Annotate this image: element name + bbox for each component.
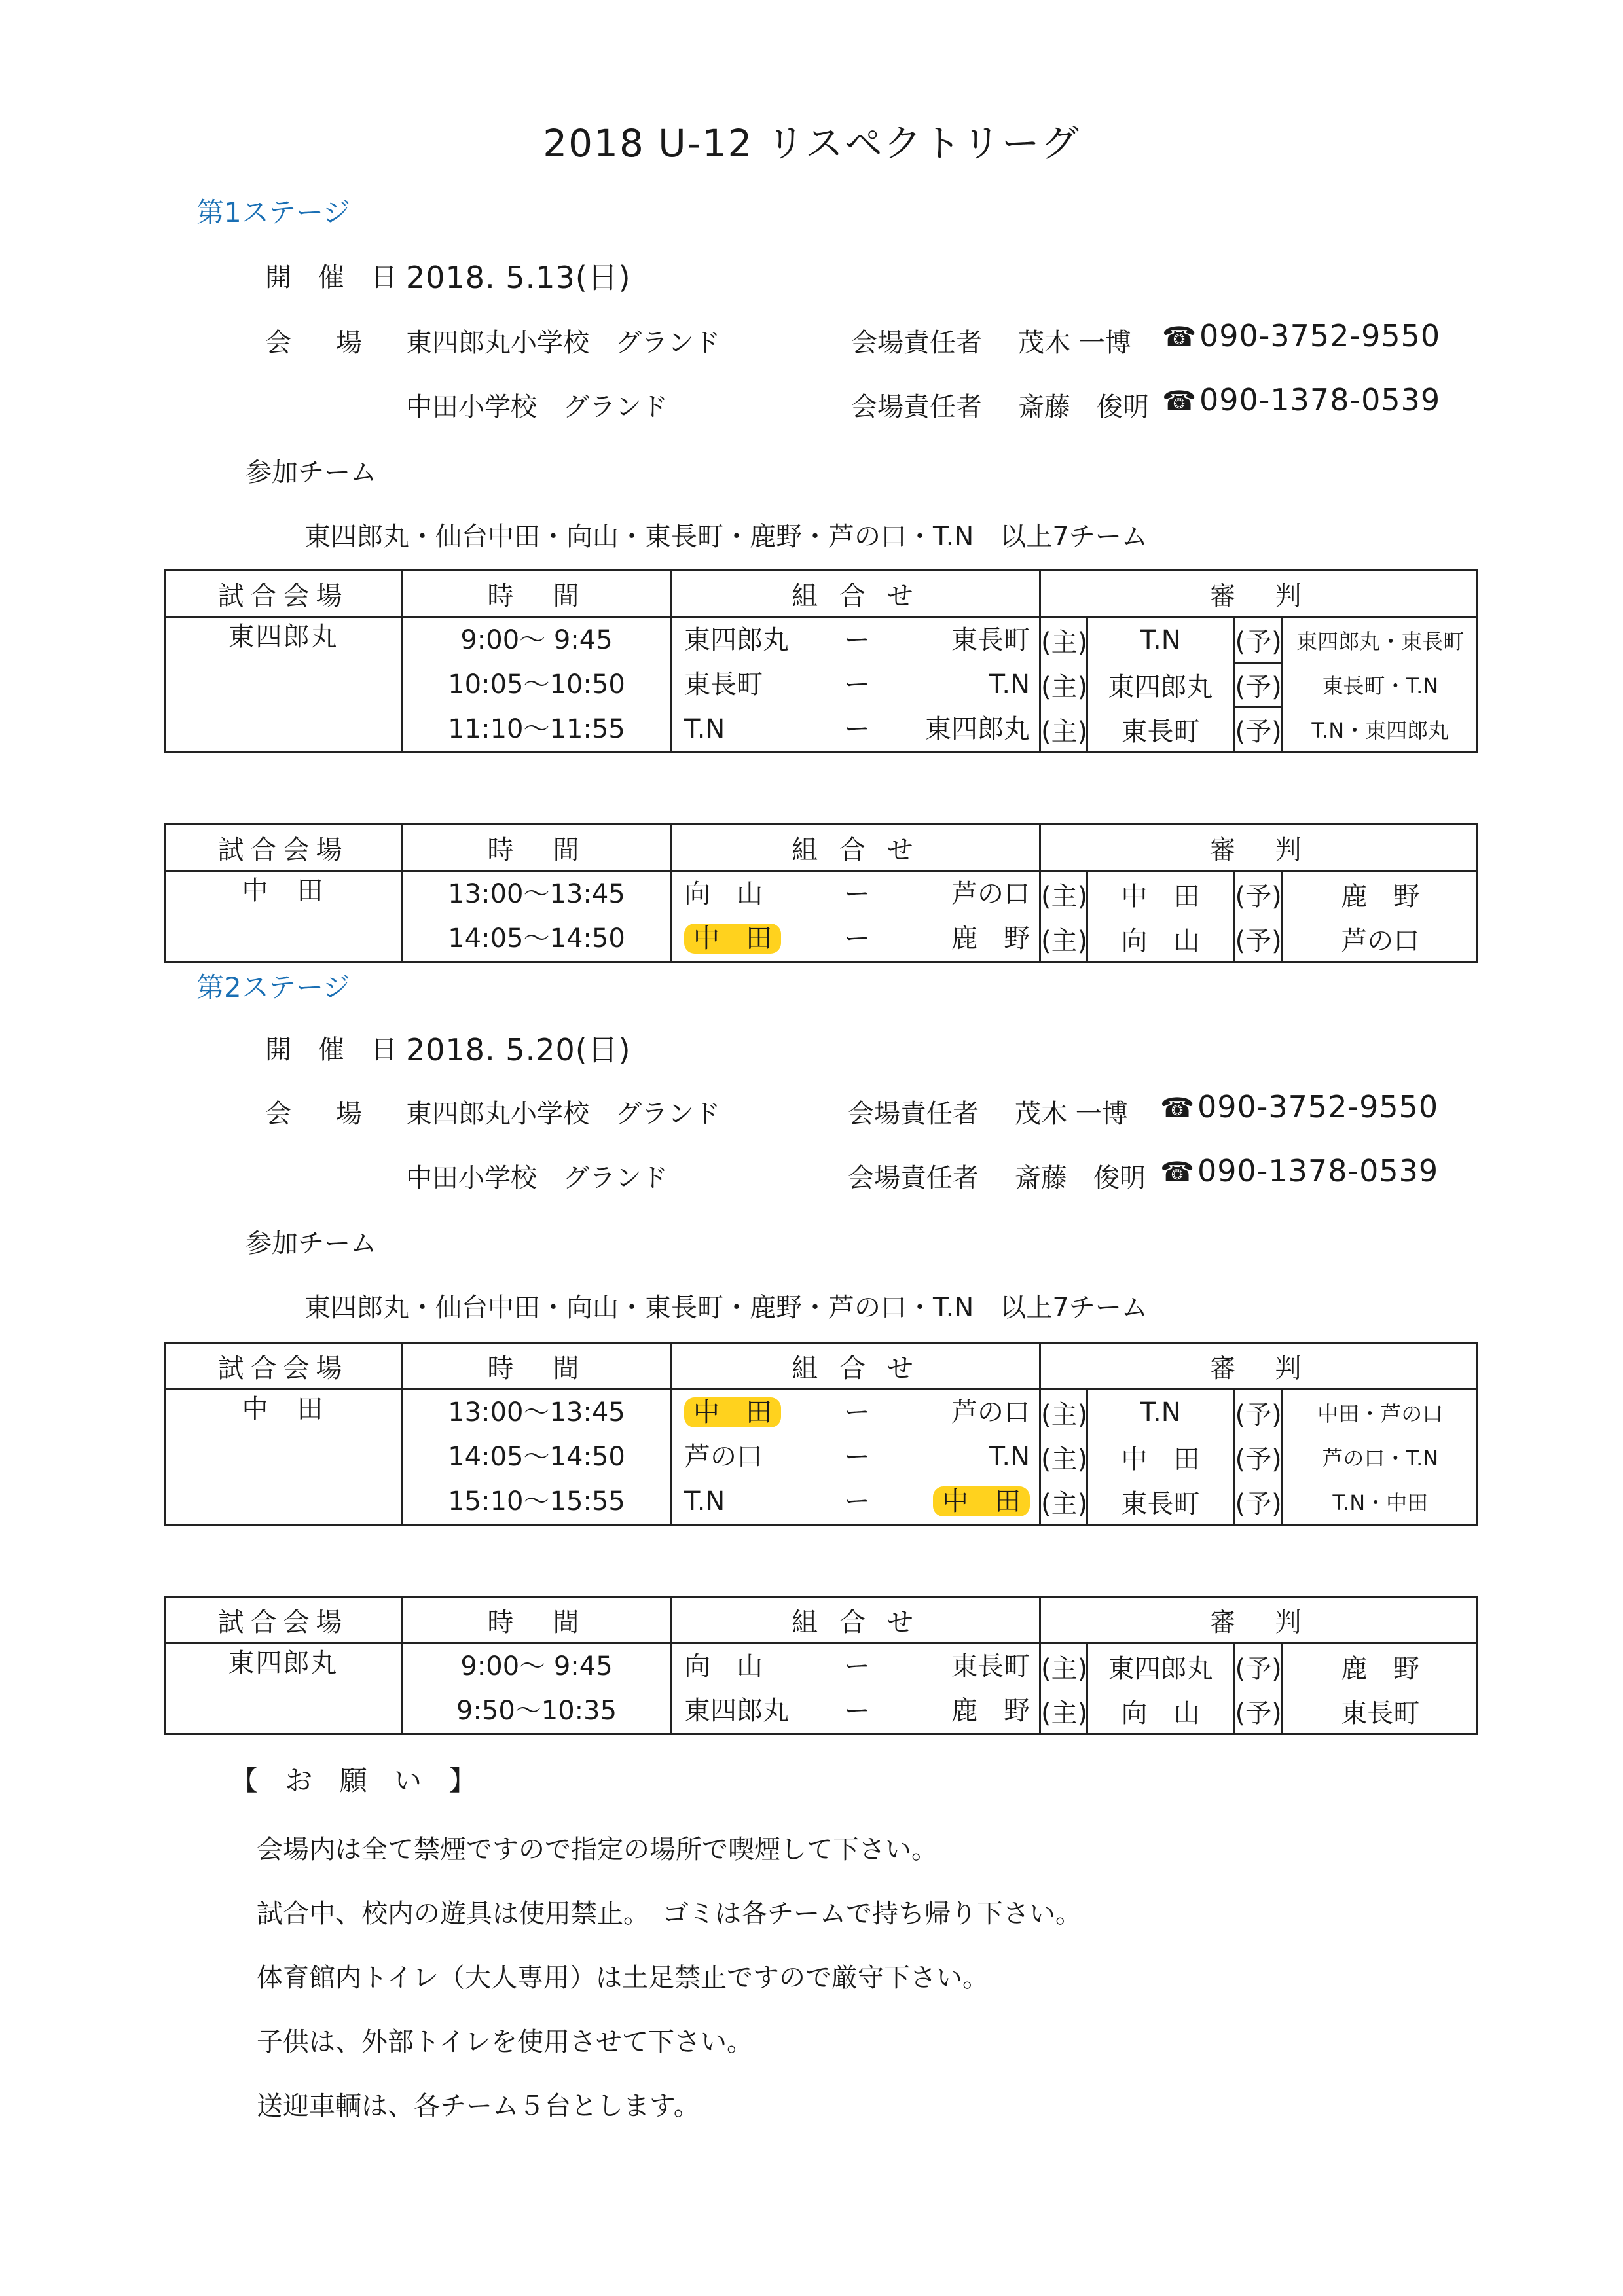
away-team: 鹿 野	[951, 924, 1030, 954]
stage1-venue-1-name: 東四郎丸小学校 グランド	[406, 328, 720, 358]
main-ref-mark: (主)	[1041, 1689, 1087, 1733]
match-cell	[672, 1390, 1040, 1525]
time-cell	[402, 617, 672, 753]
match-row	[672, 1390, 1039, 1435]
stage1-venue-2-manager: 斎藤 俊明	[1018, 392, 1149, 422]
away-team-wrap	[892, 1479, 1039, 1524]
phone-icon: ☎	[1162, 321, 1197, 353]
home-team: 東四郎丸	[684, 1696, 789, 1726]
match-cell	[672, 1643, 1040, 1734]
dash: ー	[844, 924, 870, 954]
stage1-venue-1-manager-label: 会場責任者	[851, 328, 982, 358]
main-ref-mark: (主)	[1041, 1479, 1087, 1524]
home-team-wrap	[672, 1390, 822, 1435]
main-ref-mark: (主)	[1041, 1390, 1087, 1435]
main-ref-mark: (主)	[1041, 1435, 1087, 1479]
match-time: 14:05～14:50	[448, 924, 625, 954]
stage2-venue-2-tel: 090-1378-0539	[1197, 1153, 1439, 1189]
request-item: 送迎車輌は、各チーム５台とします。	[257, 2091, 700, 2121]
referee-grid	[1041, 872, 1478, 961]
match-cell	[672, 617, 1040, 753]
main-referee: 東長町	[1087, 1479, 1234, 1524]
dash: ー	[844, 1397, 870, 1427]
header-time: 時 間	[402, 1343, 672, 1390]
stage2-venue-1-manager: 茂木 一博	[1015, 1099, 1128, 1129]
schedule-table-2	[164, 823, 1478, 963]
sub-referee: 鹿 野	[1341, 1653, 1420, 1684]
away-team: T.N	[989, 1442, 1030, 1472]
stage1-date: 2018. 5.13(日)	[406, 260, 631, 295]
away-team: T.N	[989, 670, 1030, 700]
match-time: 10:05～10:50	[448, 670, 625, 700]
main-ref-mark: (主)	[1041, 872, 1087, 916]
stage1-teams: 東四郎丸・仙台中田・向山・東長町・鹿野・芦の口・T.N 以上7チーム	[304, 522, 1148, 552]
main-ref-mark: (主)	[1041, 916, 1087, 961]
match-time: 9:00～ 9:45	[460, 1651, 613, 1681]
home-team-wrap	[672, 916, 822, 961]
stage1-teams-label: 参加チーム	[246, 457, 376, 488]
sub-referee: T.N・中田	[1332, 1490, 1429, 1515]
request-item: 会場内は全て禁煙ですので指定の場所で喫煙して下さい。	[257, 1835, 938, 1865]
referee-grid	[1041, 1644, 1478, 1733]
stage1-date-label: 開 催 日	[265, 262, 407, 293]
header-referee: 審 判	[1040, 1597, 1478, 1643]
stage2-date: 2018. 5.20(日)	[406, 1032, 631, 1067]
sub-referee: 鹿 野	[1341, 881, 1420, 912]
sub-ref-mark: (予)	[1234, 916, 1281, 961]
header-referee: 審 判	[1040, 1343, 1478, 1390]
stage2-venue-2-manager-label: 会場責任者	[848, 1163, 979, 1193]
request-item: 子供は、外部トイレを使用させて下さい。	[257, 2027, 753, 2057]
home-team: 東長町	[684, 670, 763, 700]
match-row	[672, 1479, 1039, 1524]
stage1-venue-label: 会 場	[265, 328, 371, 358]
phone-icon: ☎	[1160, 1092, 1195, 1124]
referee-grid	[1041, 618, 1478, 751]
referee-cell	[1040, 871, 1478, 962]
main-referee: 中 田	[1087, 1435, 1234, 1479]
sub-referee: 芦の口・T.N	[1322, 1446, 1439, 1471]
stage1-heading: 第1ステージ	[196, 196, 351, 228]
sub-ref-mark: (予)	[1234, 618, 1281, 662]
match-cell	[672, 871, 1040, 962]
match-row	[672, 872, 1039, 916]
sub-referee: 東長町	[1341, 1698, 1420, 1729]
match-time: 13:00～13:45	[448, 1397, 625, 1427]
away-team-highlighted: 中 田	[933, 1486, 1030, 1516]
main-referee: 中 田	[1087, 872, 1234, 916]
sub-referee: 芦の口	[1341, 925, 1420, 956]
request-item: 試合中、校内の遊具は使用禁止。 ゴミは各チームで持ち帰り下さい。	[257, 1899, 1082, 1929]
stage1-venue-1-tel: 090-3752-9550	[1199, 318, 1441, 353]
match-time: 14:05～14:50	[448, 1442, 625, 1472]
header-venue: 試合会場	[165, 825, 402, 871]
match-time: 9:00～ 9:45	[460, 625, 613, 655]
main-ref-mark: (主)	[1041, 662, 1087, 707]
away-team: 東長町	[951, 625, 1030, 655]
home-team: T.N	[684, 714, 725, 744]
main-referee: T.N	[1087, 1390, 1234, 1435]
main-referee: T.N	[1087, 618, 1234, 662]
header-venue: 試合会場	[165, 571, 402, 617]
home-team-highlighted: 中 田	[684, 1397, 781, 1427]
sub-ref-mark: (予)	[1234, 1435, 1281, 1479]
match-time: 13:00～13:45	[448, 879, 625, 909]
dash: ー	[844, 1442, 870, 1472]
main-ref-mark: (主)	[1041, 1644, 1087, 1689]
dash: ー	[844, 1486, 870, 1516]
main-referee: 東四郎丸	[1087, 1644, 1234, 1689]
sub-ref-mark: (予)	[1234, 1644, 1281, 1689]
phone-icon: ☎	[1160, 1156, 1195, 1188]
requests-heading: 【 お 願 い 】	[230, 1765, 486, 1797]
home-team: 芦の口	[684, 1442, 763, 1472]
phone-icon: ☎	[1162, 385, 1197, 417]
header-match: 組 合 せ	[672, 825, 1040, 871]
away-team: 芦の口	[951, 1397, 1030, 1427]
header-referee: 審 判	[1040, 571, 1478, 617]
stage2-teams: 東四郎丸・仙台中田・向山・東長町・鹿野・芦の口・T.N 以上7チーム	[304, 1293, 1148, 1323]
stage2-venue-2-manager: 斎藤 俊明	[1015, 1163, 1146, 1193]
sub-ref-mark: (予)	[1234, 707, 1281, 751]
match-time: 15:10～15:55	[448, 1486, 625, 1516]
time-cell	[402, 1643, 672, 1734]
header-venue: 試合会場	[165, 1597, 402, 1643]
schedule-table-1	[164, 569, 1478, 753]
dash: ー	[844, 1696, 870, 1726]
match-row	[672, 916, 1039, 961]
match-row	[672, 1644, 1039, 1689]
venue-cell: 中 田	[165, 871, 402, 962]
away-team: 鹿 野	[951, 1696, 1030, 1726]
header-referee: 審 判	[1040, 825, 1478, 871]
dash: ー	[844, 670, 870, 700]
sub-ref-mark: (予)	[1234, 1390, 1281, 1435]
home-team-highlighted: 中 田	[684, 924, 781, 954]
main-referee: 東長町	[1087, 707, 1234, 751]
stage2-heading: 第2ステージ	[196, 971, 351, 1003]
stage1-venue-2-name: 中田小学校 グランド	[406, 392, 668, 422]
main-ref-mark: (主)	[1041, 618, 1087, 662]
stage2-venue-1-tel: 090-3752-9550	[1197, 1089, 1439, 1124]
page-title: 2018 U-12 リスペクトリーグ	[543, 121, 1080, 166]
match-row	[672, 1435, 1039, 1479]
sub-referee: 東長町・T.N	[1322, 673, 1439, 698]
sub-ref-mark: (予)	[1234, 872, 1281, 916]
away-team: 芦の口	[951, 879, 1030, 909]
header-match: 組 合 せ	[672, 1597, 1040, 1643]
match-row	[672, 618, 1039, 662]
time-cell	[402, 1390, 672, 1525]
schedule-table-4	[164, 1596, 1478, 1735]
sub-referee: T.N・東四郎丸	[1311, 718, 1450, 743]
stage2-date-label: 開 催 日	[265, 1035, 407, 1065]
referee-grid	[1041, 1390, 1478, 1524]
home-team: 東四郎丸	[684, 625, 789, 655]
match-row	[672, 1689, 1039, 1733]
sub-ref-mark: (予)	[1234, 1689, 1281, 1733]
time-cell	[402, 871, 672, 962]
referee-cell	[1040, 1643, 1478, 1734]
main-referee: 向 山	[1087, 916, 1234, 961]
home-team: 向 山	[684, 879, 763, 909]
stage2-venue-2-name: 中田小学校 グランド	[406, 1163, 668, 1193]
header-match: 組 合 せ	[672, 1343, 1040, 1390]
sub-referee: 中田・芦の口	[1317, 1401, 1444, 1426]
dash: ー	[844, 879, 870, 909]
main-referee: 向 山	[1087, 1689, 1234, 1733]
stage2-teams-label: 参加チーム	[246, 1229, 376, 1259]
dash: ー	[844, 714, 870, 744]
match-row	[672, 662, 1039, 707]
stage2-venue-1-manager-label: 会場責任者	[848, 1099, 979, 1129]
home-team: T.N	[684, 1486, 725, 1516]
request-item: 体育館内トイレ（大人専用）は土足禁止ですので厳守下さい。	[257, 1963, 989, 1993]
home-team: 向 山	[684, 1651, 763, 1681]
header-time: 時 間	[402, 571, 672, 617]
stage2-venue-1-name: 東四郎丸小学校 グランド	[406, 1099, 720, 1129]
stage1-venue-2-manager-label: 会場責任者	[851, 392, 982, 422]
match-row	[672, 707, 1039, 751]
dash: ー	[844, 625, 870, 655]
stage1-venue-1-manager: 茂木 一博	[1018, 328, 1131, 358]
stage1-venue-2-tel: 090-1378-0539	[1199, 382, 1441, 418]
away-team: 東四郎丸	[925, 714, 1030, 744]
schedule-table-3	[164, 1342, 1478, 1526]
venue-cell: 中 田	[165, 1390, 402, 1525]
header-match: 組 合 せ	[672, 571, 1040, 617]
match-time: 9:50～10:35	[456, 1696, 617, 1726]
venue-cell: 東四郎丸	[165, 617, 402, 753]
main-referee: 東四郎丸	[1087, 662, 1234, 707]
match-time: 11:10～11:55	[448, 714, 625, 744]
sub-ref-mark: (予)	[1234, 662, 1281, 707]
referee-cell	[1040, 617, 1478, 753]
header-time: 時 間	[402, 825, 672, 871]
stage2-venue-label: 会 場	[265, 1099, 371, 1129]
sub-referee: 東四郎丸・東長町	[1296, 629, 1465, 654]
venue-cell: 東四郎丸	[165, 1643, 402, 1734]
referee-cell	[1040, 1390, 1478, 1525]
away-team: 東長町	[951, 1651, 1030, 1681]
header-time: 時 間	[402, 1597, 672, 1643]
sub-ref-mark: (予)	[1234, 1479, 1281, 1524]
dash: ー	[844, 1651, 870, 1681]
main-ref-mark: (主)	[1041, 707, 1087, 751]
header-venue: 試合会場	[165, 1343, 402, 1390]
